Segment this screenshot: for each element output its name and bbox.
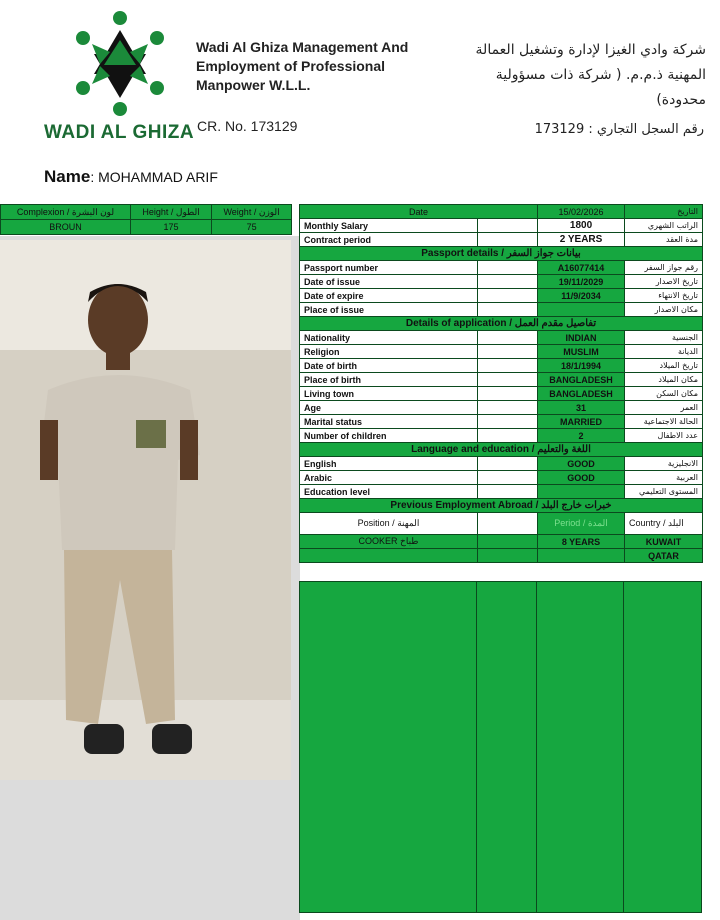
logo-text: WADI AL GHIZA xyxy=(44,122,195,143)
contract-row xyxy=(300,233,703,247)
date-of-birth-label-ar: تاريخ الميلاد xyxy=(625,359,703,373)
language-section-title: Language and education / اللغة والتعليم xyxy=(300,443,703,457)
date-of-issue-spacer xyxy=(478,275,538,289)
living-town-label: Living town xyxy=(300,387,478,401)
children-label-ar: عدد الاطفال xyxy=(625,429,703,443)
empty-col-country xyxy=(623,581,702,913)
arabic-label-ar: العربية xyxy=(625,471,703,485)
place-of-birth-label-ar: مكان الميلاد xyxy=(625,373,703,387)
company-name-en: Wadi Al Ghiza Management And Employment of Professional Manpower W.L.L. xyxy=(196,39,409,93)
date-of-issue-value: 19/11/2029 xyxy=(538,275,625,289)
name-label: Name xyxy=(44,167,91,186)
passport-number-label-ar: رقم جواز السفر xyxy=(625,261,703,275)
details-table xyxy=(299,204,703,563)
education-row xyxy=(300,485,703,499)
religion-label: Religion xyxy=(300,345,478,359)
employment-position-1: COOKER طباخ xyxy=(300,535,478,549)
employment-section-row xyxy=(300,499,703,513)
date-of-birth-row xyxy=(300,359,703,373)
place-of-birth-row xyxy=(300,373,703,387)
weight-value: 75 xyxy=(212,220,292,235)
employment-spacer-2 xyxy=(478,549,538,563)
living-town-spacer xyxy=(478,387,538,401)
date-value: 15/02/2026 xyxy=(538,205,625,219)
application-section-title: Details of application / تفاصيل مقدم العمل xyxy=(300,317,703,331)
complexion-header: Complexion / لون البشرة xyxy=(1,205,131,220)
date-of-issue-label: Date of issue xyxy=(300,275,478,289)
religion-value: MUSLIM xyxy=(538,345,625,359)
marital-status-label-ar: الحالة الاجتماعية xyxy=(625,415,703,429)
nationality-label: Nationality xyxy=(300,331,478,345)
date-of-expire-value: 11/9/2034 xyxy=(538,289,625,303)
empty-employment-area xyxy=(299,581,702,913)
height-header: Height / الطول xyxy=(130,205,211,220)
date-of-birth-spacer xyxy=(478,359,538,373)
salary-value: 1800 xyxy=(538,219,625,233)
date-of-issue-label-ar: تاريخ الاصدار xyxy=(625,275,703,289)
salary-spacer xyxy=(478,219,538,233)
date-of-birth-value: 18/1/1994 xyxy=(538,359,625,373)
contract-label: Contract period xyxy=(300,233,478,247)
place-of-birth-value: BANGLADESH xyxy=(538,373,625,387)
date-of-birth-label: Date of birth xyxy=(300,359,478,373)
living-town-value: BANGLADESH xyxy=(538,387,625,401)
english-row xyxy=(300,457,703,471)
children-label: Number of children xyxy=(300,429,478,443)
passport-number-value: A16077414 xyxy=(538,261,625,275)
nationality-label-ar: الجنسية xyxy=(625,331,703,345)
english-label: English xyxy=(300,457,478,471)
application-section-row xyxy=(300,317,703,331)
weight-header: Weight / الوزن xyxy=(212,205,292,220)
arabic-row xyxy=(300,471,703,485)
religion-row xyxy=(300,345,703,359)
english-label-ar: الانجليزية xyxy=(625,457,703,471)
salary-label: Monthly Salary xyxy=(300,219,478,233)
physical-header-row xyxy=(1,205,292,220)
living-town-label-ar: مكان السكن xyxy=(625,387,703,401)
religion-spacer xyxy=(478,345,538,359)
position-header: Position / المهنة xyxy=(300,513,478,535)
age-label-ar: العمر xyxy=(625,401,703,415)
arabic-label: Arabic xyxy=(300,471,478,485)
contract-value: 2 YEARS xyxy=(538,233,625,247)
date-label-ar: التاريخ xyxy=(625,205,703,219)
contract-label-ar: مدة العقد xyxy=(625,233,703,247)
nationality-row xyxy=(300,331,703,345)
place-of-birth-label: Place of birth xyxy=(300,373,478,387)
date-of-expire-label-ar: تاريخ الانتهاء xyxy=(625,289,703,303)
english-value: GOOD xyxy=(538,457,625,471)
age-spacer xyxy=(478,401,538,415)
education-label-ar: المستوى التعليمي xyxy=(625,485,703,499)
education-value xyxy=(538,485,625,499)
cr-number-ar: رقم السجل التجاري : 173129 xyxy=(534,122,704,137)
passport-number-label: Passport number xyxy=(300,261,478,275)
company-logo-icon xyxy=(70,10,170,118)
physical-value-row xyxy=(1,220,292,235)
candidate-name xyxy=(44,167,218,187)
place-of-issue-label: Place of issue xyxy=(300,303,478,317)
date-of-expire-row xyxy=(300,289,703,303)
marital-status-row xyxy=(300,415,703,429)
employment-header-row xyxy=(300,513,703,535)
physical-table xyxy=(0,204,292,235)
marital-status-spacer xyxy=(478,415,538,429)
contract-spacer xyxy=(478,233,538,247)
children-value: 2 xyxy=(538,429,625,443)
nationality-spacer xyxy=(478,331,538,345)
language-section-row xyxy=(300,443,703,457)
place-of-issue-spacer xyxy=(478,303,538,317)
date-label: Date xyxy=(300,205,538,219)
age-label: Age xyxy=(300,401,478,415)
place-of-issue-row xyxy=(300,303,703,317)
empty-col-position xyxy=(299,581,477,913)
age-row xyxy=(300,401,703,415)
passport-section-title: Passport details / بيانات جواز السفر xyxy=(300,247,703,261)
english-spacer xyxy=(478,457,538,471)
employment-row-2 xyxy=(300,549,703,563)
employment-header-spacer xyxy=(478,513,538,535)
employment-period-2 xyxy=(538,549,625,563)
employment-country-2: QATAR xyxy=(625,549,703,563)
cr-number-en: CR. No. 173129 xyxy=(197,118,298,134)
employment-period-1: 8 YEARS xyxy=(538,535,625,549)
place-of-issue-label-ar: مكان الاصدار xyxy=(625,303,703,317)
salary-label-ar: الراتب الشهري xyxy=(625,219,703,233)
date-of-expire-label: Date of expire xyxy=(300,289,478,303)
religion-label-ar: الديانة xyxy=(625,345,703,359)
children-row xyxy=(300,429,703,443)
place-of-birth-spacer xyxy=(478,373,538,387)
education-spacer xyxy=(478,485,538,499)
date-row xyxy=(300,205,703,219)
empty-col-spacer xyxy=(476,581,537,913)
company-name-ar: شركة وادي الغيزا لإدارة وتشغيل العمالة المهنية ذ.م.م. ( شركة ذات مسؤولية محدودة) xyxy=(475,42,706,108)
country-header: Country / البلد xyxy=(625,513,703,535)
employment-country-1: KUWAIT xyxy=(625,535,703,549)
candidate-photo xyxy=(0,240,291,780)
empty-col-period xyxy=(536,581,624,913)
name-value: : MOHAMMAD ARIF xyxy=(90,169,218,185)
passport-number-row xyxy=(300,261,703,275)
arabic-value: GOOD xyxy=(538,471,625,485)
employment-spacer-1 xyxy=(478,535,538,549)
salary-row xyxy=(300,219,703,233)
arabic-spacer xyxy=(478,471,538,485)
passport-section-row xyxy=(300,247,703,261)
place-of-issue-value xyxy=(538,303,625,317)
nationality-value: INDIAN xyxy=(538,331,625,345)
passport-number-spacer xyxy=(478,261,538,275)
employment-position-2 xyxy=(300,549,478,563)
marital-status-value: MARRIED xyxy=(538,415,625,429)
employment-row-1 xyxy=(300,535,703,549)
complexion-value: BROUN xyxy=(1,220,131,235)
living-town-row xyxy=(300,387,703,401)
period-header: Period / المدة xyxy=(538,513,625,535)
age-value: 31 xyxy=(538,401,625,415)
date-of-issue-row xyxy=(300,275,703,289)
employment-section-title: Previous Employment Abroad / خبرات خارج البلد xyxy=(300,499,703,513)
children-spacer xyxy=(478,429,538,443)
education-label: Education level xyxy=(300,485,478,499)
height-value: 175 xyxy=(130,220,211,235)
marital-status-label: Marital status xyxy=(300,415,478,429)
date-of-expire-spacer xyxy=(478,289,538,303)
